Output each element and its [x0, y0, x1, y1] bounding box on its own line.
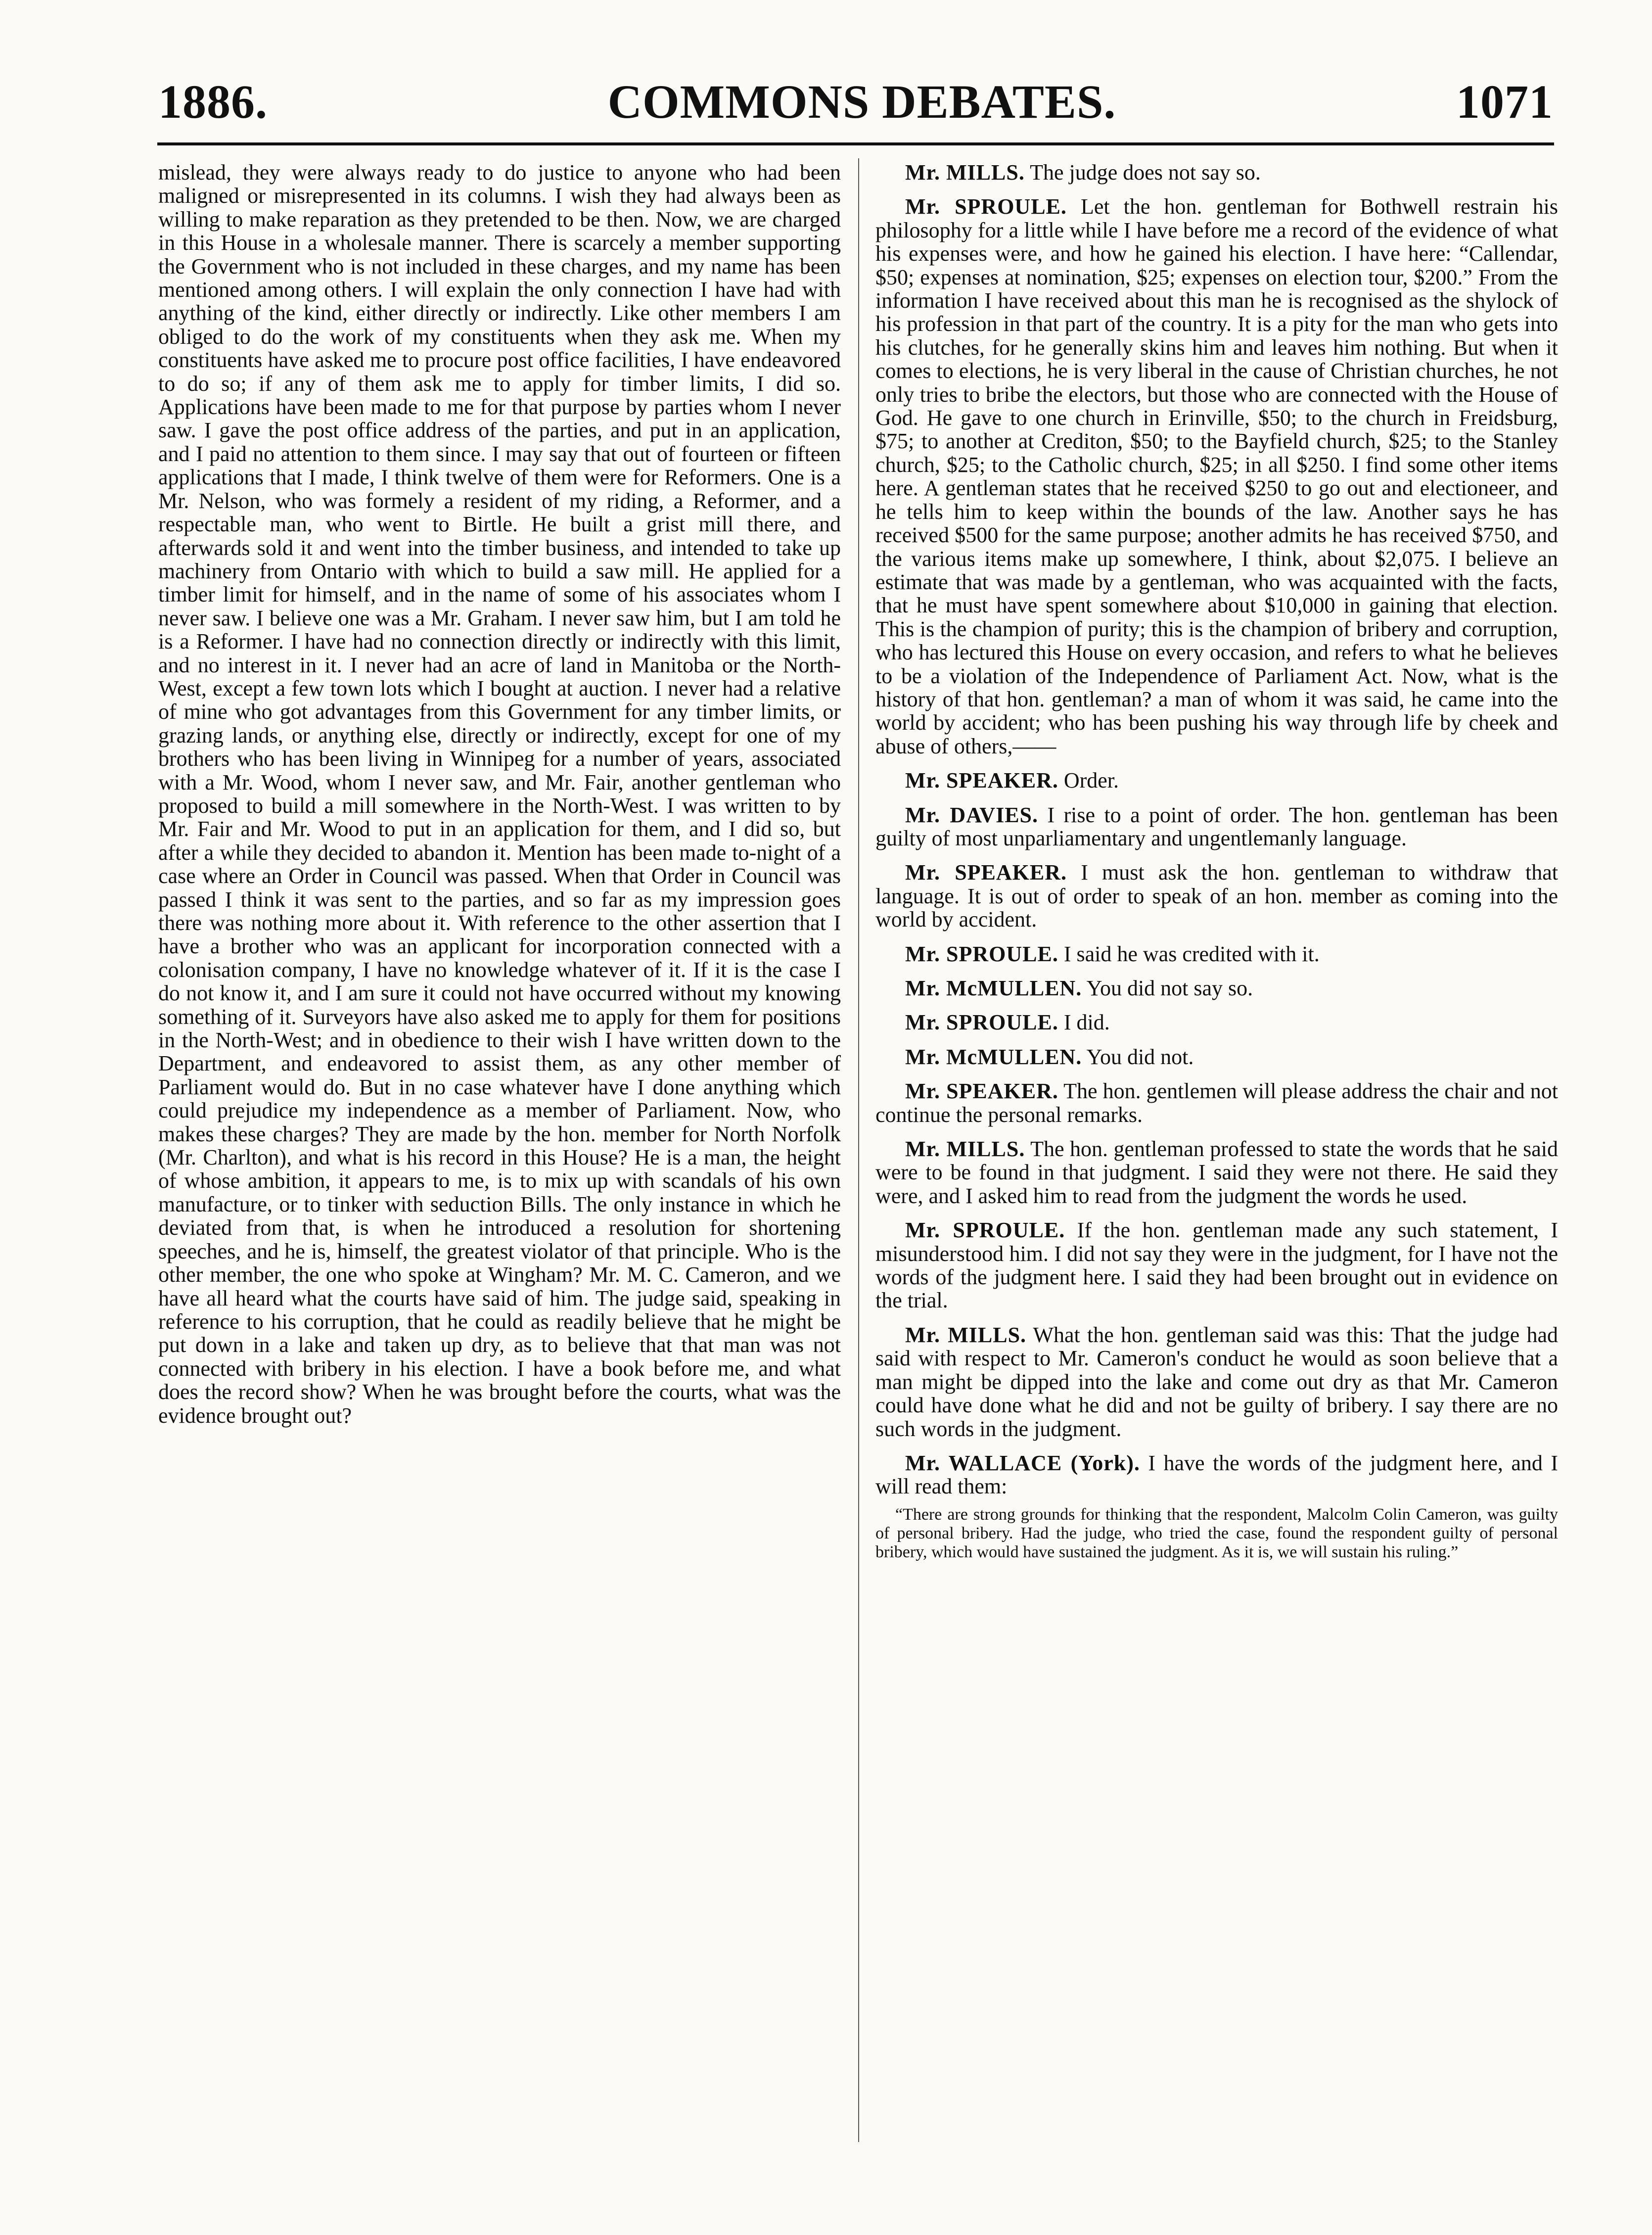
speech-text: You did not.	[1086, 1044, 1194, 1069]
speech-text: If the hon. gentleman made any such statement, I misunderstood him. I did not say they were in the judgment, for I have not the words of the judgment here. I said they had been brought out in evidence on the trial.	[875, 1218, 1559, 1313]
speaker-name: Mr. SPEAKER.	[905, 768, 1058, 793]
speech-text: The hon. gentlemen will please address the chair and not continue the personal remarks.	[875, 1079, 1558, 1127]
speaker-name: Mr. SPROULE.	[905, 941, 1058, 966]
speech-text: I have the words of the judgment here, and I will read them:	[875, 1450, 1559, 1499]
speech	[875, 1137, 1558, 1208]
speech-text: I must ask the hon. gentleman to withdraw that language. It is out of order to speak of an hon. member as coming into the world by accident.	[875, 860, 1558, 932]
speaker-name: Mr. SPEAKER.	[905, 860, 1067, 885]
header-rule	[157, 142, 1554, 145]
speech-text: You did not say so.	[1086, 976, 1253, 1000]
speaker-name: Mr. MILLS.	[905, 1322, 1027, 1347]
speech-text: The hon. gentleman professed to state the words that he said were to be found in that judgment. I said they were not there. He said they were, and I asked him to read from the judgment the words he used.	[875, 1137, 1558, 1208]
speech	[875, 803, 1558, 850]
speech-text: The judge does not say so.	[1030, 160, 1261, 185]
speech-text: Order.	[1063, 768, 1119, 793]
speaker-name: Mr. SPROULE.	[905, 1010, 1058, 1035]
speech-text: I said he was credited with it.	[1063, 941, 1320, 966]
speaker-name: Mr. MILLS.	[905, 160, 1025, 185]
speaker-name: Mr. McMULLEN.	[905, 976, 1082, 1000]
speech	[875, 1045, 1558, 1069]
speaker-name: Mr. WALLACE (York).	[905, 1450, 1140, 1475]
speech-text: What the hon. gentleman said was this: That the judge had said with respect to Mr. Cameron's conduct he would as soon believe that a man might be dipped into the lake and come out dry as that Mr. Cameron could have done what he did and not be guilty of bribery. I say there are no such words in the judgment.	[875, 1322, 1558, 1441]
speech-text: I did.	[1063, 1010, 1110, 1035]
judgment-quote: “There are strong grounds for thinking that the respondent, Malcolm Colin Cameron, was guilty of personal bribery. Had the judge, who tried the case, found the respondent guilty of personal bribery, which would have sustained the judgment. As it is, we will sustain his ruling.”	[875, 1505, 1558, 1561]
speaker-name: Mr. McMULLEN.	[905, 1044, 1082, 1069]
speech	[875, 195, 1558, 758]
speech	[875, 942, 1558, 966]
speaker-name: Mr. DAVIES.	[905, 802, 1039, 827]
speech	[875, 977, 1558, 1000]
masthead	[158, 74, 1553, 129]
speech-text: I rise to a point of order. The hon. gentleman has been guilty of most unparliamentary and ungentlemanly language.	[875, 802, 1559, 850]
left-column	[158, 161, 841, 1427]
header-title: COMMONS DEBATES.	[607, 75, 1116, 128]
speech	[875, 861, 1558, 931]
speech	[875, 1451, 1558, 1498]
speech-text: Let the hon. gentleman for Bothwell restrain his philosophy for a little while I have before me a record of the evidence of what his expenses were, and how he gained his election. I have here: “Callendar, $50; expenses at nomination, $25; expenses on election tour, $200.” From the information I have received about this man he is recognised as the shylock of his profession in that part of the country. It is a pity for the man who gets into his clutches, for he generally skins him and leaves him nothing. But when it comes to elections, he is very liberal in the cause of Christian churches, he not only tries to bribe the electors, but those who are connected with the House of God. He gave to one church in Erinville, $50; to the church in Freidsburg, $75; to another at Crediton, $50; to the Bayfield church, $25; to the Stanley church, $25; to the Catholic church, $25; in all $250. I find some other items here. A gentleman states that he received $250 to go out and electioneer, and he tells him to keep within the bounds of the law. Another says he has received $500 for the same purpose; another admits he has received $750, and the various items make up somewhere, I think, about $2,075. I believe an estimate that was made by a gentleman, who was acquainted with the facts, that he must have spent somewhere about $10,000 in gaining that election. This is the champion of purity; this is the champion of bribery and corruption, who has lectured this House on every occasion, and refers to what he believes to be a violation of the Independence of Parliament Act. Now, what is the history of that hon. gentleman? a man of whom it was said, he came into the world by accident; who has been pushing his way through life by cheek and abuse of others,——	[875, 194, 1559, 758]
speech	[875, 769, 1558, 792]
header-page-number: 1071	[1456, 75, 1553, 128]
left-column-text: mislead, they were always ready to do justice to anyone who had been maligned or misrepresented in its columns. I wish they had always been as willing to make reparation as they pretended to be then. Now, we are charged in this House in a wholesale manner. There is scarcely a member supporting the Government who is not included in these charges, and my name has been mentioned among others. I will explain the only connection I have had with anything of the kind, either directly or indirectly. Like other members I am obliged to do the work of my constituents when they ask me. When my constituents have asked me to procure post office facilities, I have endeavored to do so; if any of them ask me to apply for timber limits, I did so. Applications have been made to me for that purpose by parties whom I never saw. I gave the post office address of the parties, and put in an application, and I paid no attention to them since. I may say that out of fourteen or fifteen applications that I made, I think twelve of them were for Reformers. One is a Mr. Nelson, who was formely a resident of my riding, a Reformer, and a respectable man, who went to Birtle. He built a grist mill there, and afterwards sold it and went into the timber business, and intended to take up machinery from Ontario with which to build a saw mill. He applied for a timber limit for himself, and in the name of some of his associates whom I never saw. I believe one was a Mr. Graham. I never saw him, but I am told he is a Reformer. I have had no connection directly or indirectly with this limit, and no interest in it. I never had an acre of land in Manitoba or the North-West, except a few town lots which I bought at auction. I never had a relative of mine who got advantages from this Government for any timber limits, or grazing lands, or anything else, directly or indirectly, except for one of my brothers who has been living in Winnipeg for a number of years, associated with a Mr. Wood, whom I never saw, and Mr. Fair, another gentleman who proposed to build a mill somewhere in the North-West. I was written to by Mr. Fair and Mr. Wood to put in an application for them, and I did so, but after a while they decided to abandon it. Mention has been made to-night of a case where an Order in Council was passed. When that Order in Council was passed I think it was sent to the parties, and so far as my impression goes there was nothing more about it. With reference to the other assertion that I have a brother who was an applicant for incorporation connected with a colonisation company, I have no knowledge whatever of it. If it is the case I do not know it, and I am sure it could not have occurred without my knowing something of it. Surveyors have also asked me to apply for them for positions in the North-West; and in obedience to their wish I have written down to the Department, and endeavored to assist them, as any other member of Parliament would do. But in no case whatever have I done anything which could prejudice my independence as a member of Parliament. Now, who makes these charges? They are made by the hon. member for North Norfolk (Mr. Charlton), and what is his record in this House? He is a man, the height of whose ambition, it appears to me, is to mix up with scandals of his own manufacture, or to tinker with seduction Bills. The only instance in which he deviated from that, is when he introduced a resolution for shortening speeches, and he is, himself, the greatest violator of that principle. Who is the other member, the one who spoke at Wingham? Mr. M. C. Cameron, and we have all heard what the courts have said of him. The judge said, speaking in reference to his corruption, that he could as readily believe that he might be put down in a lake and taken up dry, as to believe that that man was not connected with bribery in his election. I have a book before me, and what does the record show? When he was brought before the courts, what was the evidence brought out?	[158, 160, 841, 1428]
speaker-name: Mr. SPEAKER.	[905, 1079, 1058, 1104]
speech	[875, 161, 1558, 184]
header-year: 1886.	[158, 75, 268, 128]
right-column	[875, 161, 1558, 1562]
column-divider	[858, 158, 859, 2142]
speech	[875, 1323, 1558, 1441]
speaker-name: Mr. MILLS.	[905, 1137, 1025, 1162]
speech	[875, 1079, 1558, 1126]
speaker-name: Mr. SPROULE.	[905, 194, 1067, 219]
speech	[875, 1218, 1558, 1312]
speaker-name: Mr. SPROULE.	[905, 1218, 1065, 1243]
speech	[875, 1011, 1558, 1034]
